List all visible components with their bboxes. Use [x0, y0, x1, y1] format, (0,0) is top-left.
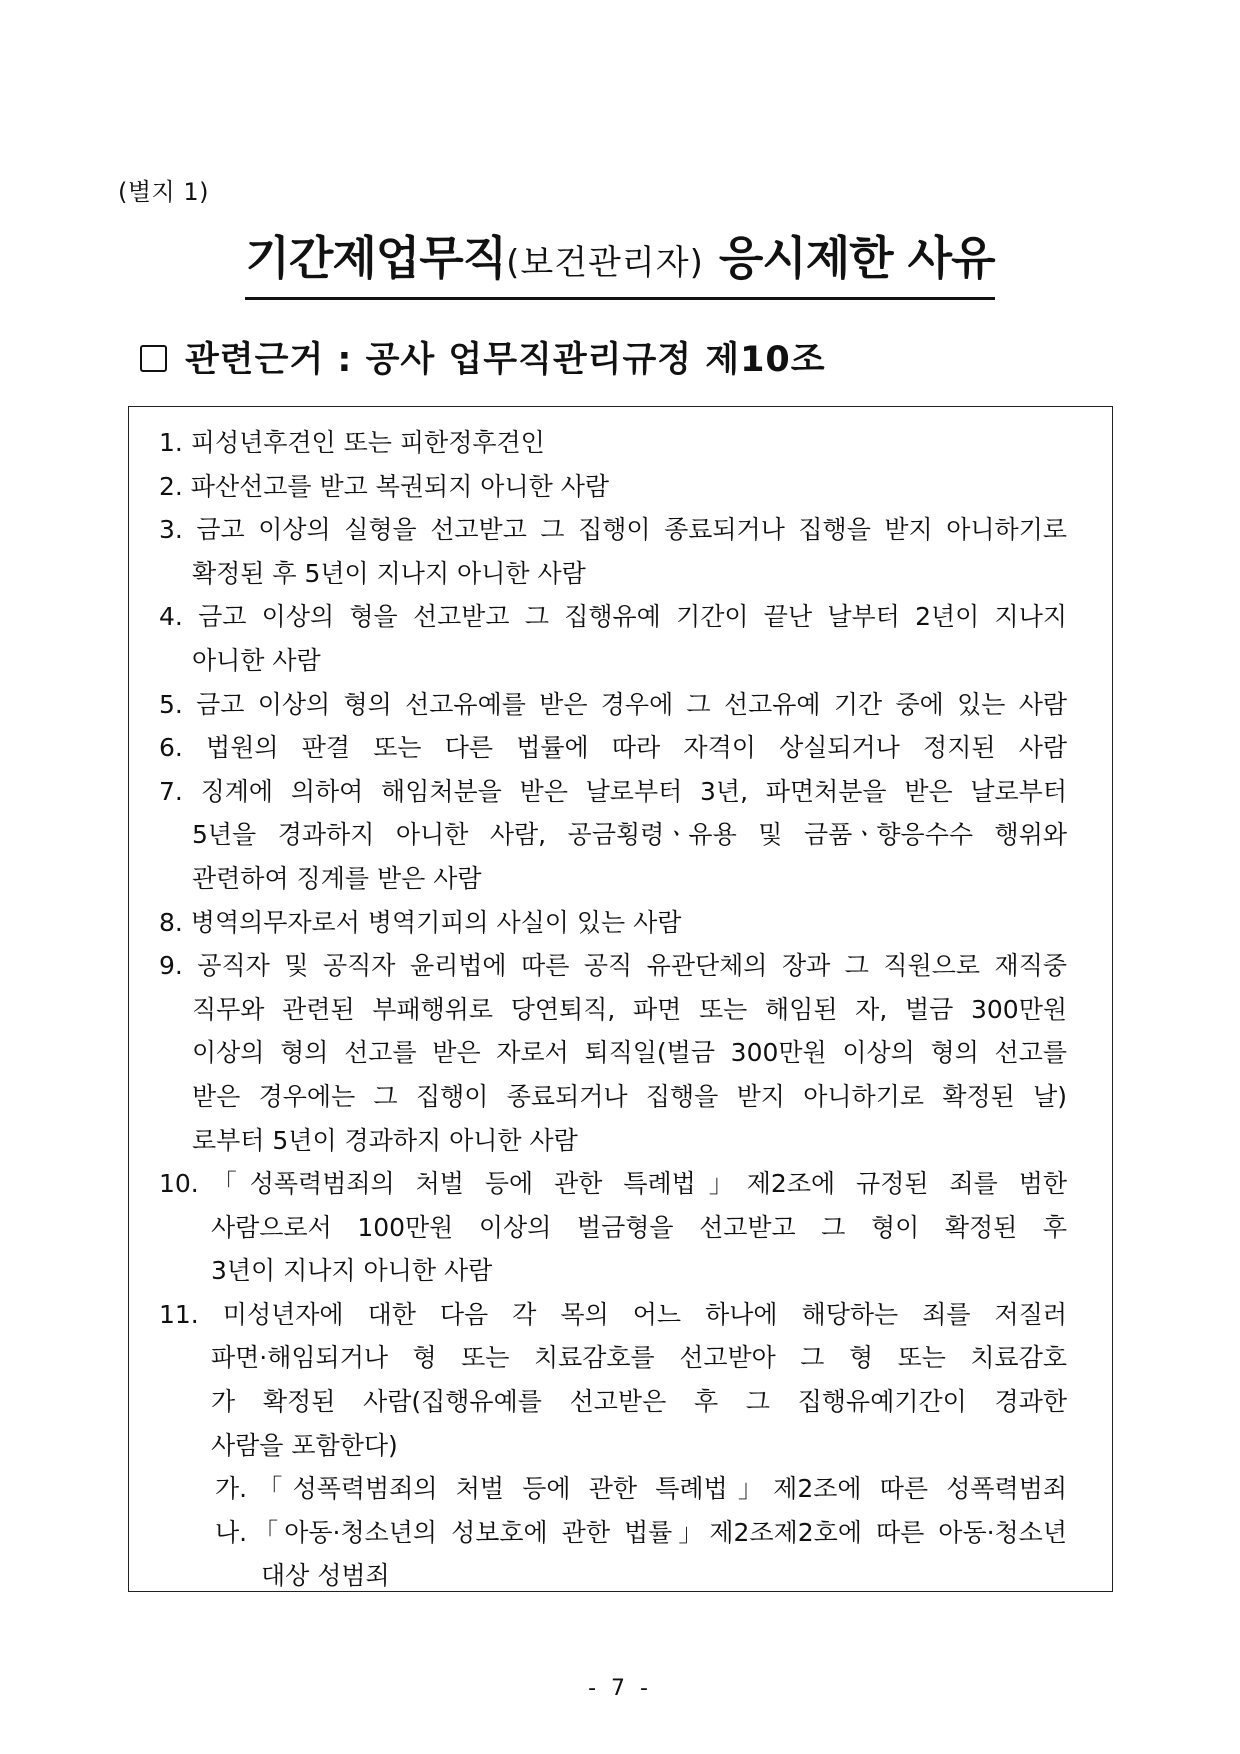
list-item: 7. 징계에 의하여 해임처분을 받은 날로부터 3년, 파면처분을 받은 날로부터	[159, 776, 1067, 806]
list-item-continuation: 사람으로서 100만원 이상의 벌금형을 선고받고 그 형이 확정된 후	[211, 1212, 1067, 1242]
list-item-continuation: 사람을 포함한다)	[211, 1430, 398, 1460]
title-sub: (보건관리자)	[506, 243, 704, 283]
list-item: 11. 미성년자에 대한 다음 각 목의 어느 하나에 해당하는 죄를 저질러	[159, 1299, 1067, 1329]
list-item-continuation: 파면·해임되거나 형 또는 치료감호를 선고받아 그 형 또는 치료감호	[211, 1343, 1067, 1373]
list-item-continuation: 3년이 지나지 아니한 사람	[211, 1256, 493, 1286]
list-item: 9. 공직자 및 공직자 윤리법에 따른 공직 유관단체의 장과 그 직원으로 재직중	[159, 951, 1067, 981]
list-item: 3. 금고 이상의 실형을 선고받고 그 집행이 종료되거나 집행을 받지 아니하기로	[159, 515, 1067, 545]
page-number: - 7 -	[588, 1676, 652, 1701]
basis-heading	[140, 338, 826, 382]
list-item-continuation: 5년을 경과하지 아니한 사람, 공금횡령ㆍ유용 및 금품ㆍ향응수수 행위와	[192, 820, 1067, 850]
title-underline	[245, 232, 994, 300]
list-item-continuation: 가 확정된 사람(집행유예를 선고받은 후 그 집행유예기간이 경과한	[211, 1387, 1067, 1417]
list-item: 6. 법원의 판결 또는 다른 법률에 따라 자격이 상실되거나 정지된 사람	[159, 733, 1067, 763]
list-item: 1. 피성년후견인 또는 피한정후견인	[159, 428, 545, 457]
sub-item: 나.「아동·청소년의 성보호에 관한 법률」제2조제2호에 따른 아동·청소년	[215, 1517, 1067, 1547]
restriction-box	[128, 406, 1113, 1592]
list-item: 4. 금고 이상의 형을 선고받고 그 집행유예 기간이 끝난 날부터 2년이 지나지	[159, 602, 1067, 632]
basis-label: 관련근거 : 공사 업무직관리규정 제10조	[185, 340, 826, 380]
list-item: 8. 병역의무자로서 병역기피의 사실이 있는 사람	[159, 907, 682, 937]
square-bullet-icon	[140, 345, 167, 372]
sub-item: 가.「성폭력범죄의 처벌 등에 관한 특례법」제2조에 따른 성폭력범죄	[215, 1474, 1067, 1504]
list-item-continuation: 받은 경우에는 그 집행이 종료되거나 집행을 받지 아니하기로 확정된 날)	[192, 1081, 1067, 1111]
list-item: 5. 금고 이상의 형의 선고유예를 받은 경우에 그 선고유예 기간 중에 있는 사람	[159, 689, 1067, 719]
restriction-list	[159, 421, 1067, 1598]
title-rest: 응시제한 사유	[703, 231, 995, 285]
page-title	[0, 232, 1240, 300]
list-item-continuation: 확정된 후 5년이 지나지 아니한 사람	[192, 558, 586, 588]
list-item-continuation: 이상의 형의 선고를 받은 자로서 퇴직일(벌금 300만원 이상의 형의 선고를	[192, 1038, 1067, 1068]
list-item: 2. 파산선고를 받고 복권되지 아니한 사람	[159, 471, 609, 501]
list-item: 10.「성폭력범죄의 처벌 등에 관한 특례법」제2조에 규정된 죄를 범한	[159, 1169, 1067, 1199]
title-main: 기간제업무직	[245, 231, 507, 285]
attachment-label: (별지 1)	[118, 178, 209, 206]
list-item-continuation: 관련하여 징계를 받은 사람	[192, 863, 482, 893]
list-item-continuation: 아니한 사람	[192, 645, 321, 675]
sub-item-continuation: 대상 성범죄	[261, 1561, 390, 1591]
list-item-continuation: 로부터 5년이 경과하지 아니한 사람	[192, 1125, 578, 1155]
list-item-continuation: 직무와 관련된 부패행위로 당연퇴직, 파면 또는 해임된 자, 벌금 300만원	[192, 994, 1067, 1024]
